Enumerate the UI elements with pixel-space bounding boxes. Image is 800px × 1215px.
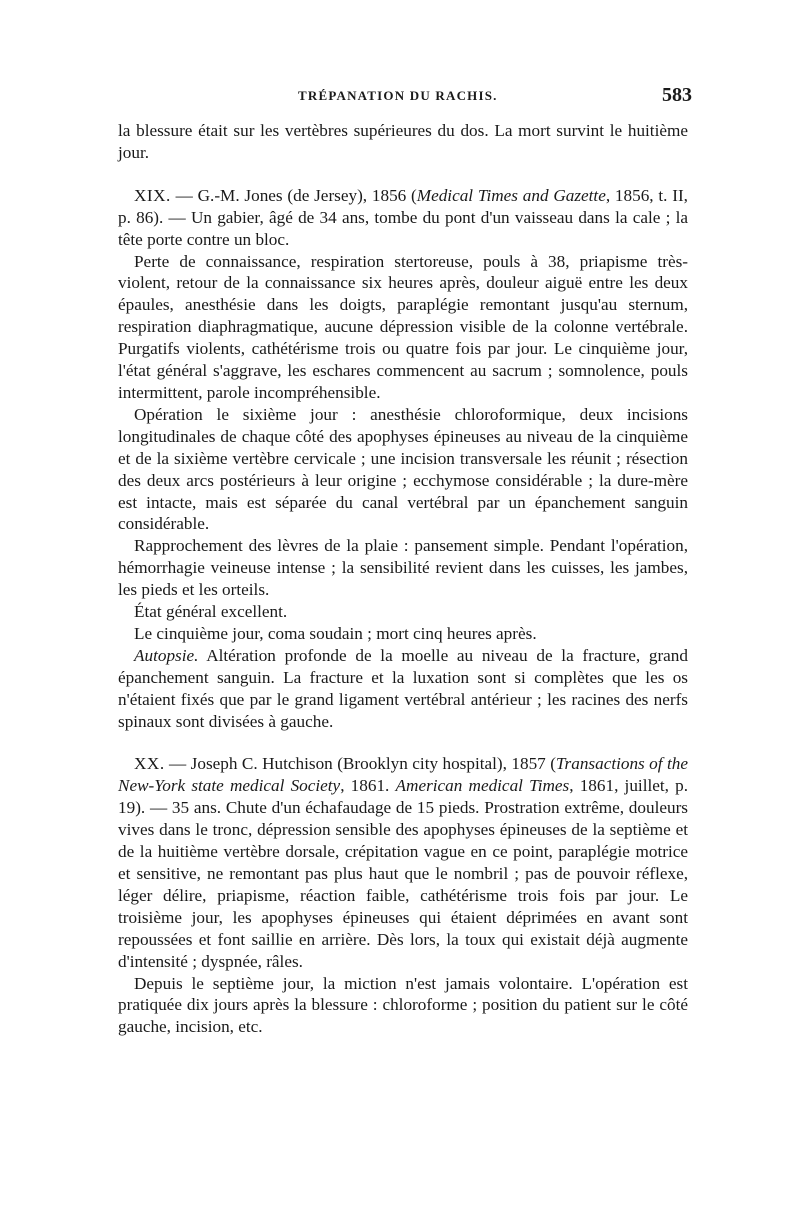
paragraph-continuation <box>118 120 688 164</box>
paragraph-text: Le cinquième jour, coma soudain ; mort cinq heures après. <box>134 623 537 643</box>
case-citation-b: , 1856, t. II, p. 86). — Un gabier, âgé de 34 ans, tombe du pont d'un vaisseau dans la cale ; la tête porte contre un bloc. <box>118 185 688 249</box>
paragraph-state <box>118 601 688 623</box>
page-number: 583 <box>662 84 692 106</box>
paragraph-text: Depuis le septième jour, la miction n'est jamais volontaire. L'opération est pratiquée dix jours après la blessure : chloroforme ; position du patient sur le côté gauche, incision, etc. <box>118 973 688 1037</box>
autopsy-label: Autopsie. <box>134 645 199 665</box>
paragraph-death <box>118 623 688 645</box>
paragraph-operation-2 <box>118 973 688 1039</box>
paragraph-text: Perte de connaissance, respiration stertoreuse, pouls à 38, priapisme très-violent, retour de la connaissance six heures après, douleur aiguë entre les deux épaules, anesthésie dans les doigts, paraplégie remontant jusqu'au sternum, respiration diaphragmatique, aucune dépression visible de la colonne vertébrale. Purgatifs violents, cathétérisme trois ou quatre fois par jour. Le cinquième jour, l'état général s'aggrave, les eschares commencent au sacrum ; somnolence, pouls intermittent, parole incompréhensible. <box>118 251 688 402</box>
case-citation-b: , 1861. <box>340 776 396 796</box>
paragraph-symptoms <box>118 251 688 404</box>
paragraph-text: État général excellent. <box>134 602 288 622</box>
case-citation-a: — G.-M. Jones (de Jersey), 1856 ( <box>170 185 417 205</box>
case-source-title: Transactions of the New-York state medical Society <box>118 754 688 796</box>
body-text <box>118 120 688 1038</box>
paragraph-text: la blessure était sur les vertèbres supérieures du dos. La mort survint le huitième jour. <box>118 121 688 162</box>
case-source-title-2: American medical Times <box>395 776 570 796</box>
page-header <box>118 84 692 112</box>
paragraph-closure <box>118 535 688 601</box>
case-citation-a: — Joseph C. Hutchison (Brooklyn city hospital), 1857 ( <box>164 754 556 774</box>
case-number: XIX. <box>134 185 171 205</box>
paragraph-text: Opération le sixième jour : anesthésie chloroformique, deux incisions longitudinales de chaque côté des apophyses épineuses au niveau de la cinquième et de la sixième vertèbre cervicale ; une incision transversale les réunit ; résection des deux arcs postérieurs à leur origine ; ecchymose considérable ; la dure-mère est intacte, mais est séparée du canal vertébral par un épanchement sanguin considérable. <box>118 404 688 534</box>
case-source-title: Medical Times and Gazette <box>416 185 606 205</box>
paragraph-autopsy <box>118 645 688 733</box>
running-title: TRÉPANATION DU RACHIS. <box>298 88 498 103</box>
paragraph-text: Rapprochement des lèvres de la plaie : pansement simple. Pendant l'opération, hémorrhagie veineuse intense ; la sensibilité revient dans les cuisses, les jambes, les pieds et les orteils. <box>118 536 688 600</box>
case-citation-c: , 1861, juillet, p. 19). — 35 ans. Chute d'un échafaudage de 15 pieds. Prostration extrême, douleurs vives dans le tronc, dépression sensible des apophyses épineuses de la septième et de la huitième vertèbre dorsale, crépitation vague en ce point, paraplégie motrice et sensitive, ne remontant pas plus haut que le nombril ; pas de pouvoir réflexe, léger délire, priapisme, réaction faible, cathétérisme trois fois par jour. Le troisième jour, les apophyses épineuses qui étaient déprimées en avant sont repoussées et font saillie en arrière. Dès lors, la toux qui existait déjà augmente d'intensité ; dyspnée, râles. <box>118 776 689 971</box>
case-xix-heading <box>118 185 688 251</box>
case-xx-heading <box>118 753 688 972</box>
case-number: XX. <box>134 754 165 774</box>
paragraph-operation <box>118 404 688 535</box>
paragraph-text: Altération profonde de la moelle au niveau de la fracture, grand épanchement sanguin. La fracture et la luxation sont si complètes que les os n'étaient fixés que par le grand ligament vertébral antérieur ; les racines des nerfs spinaux sont divisées à gauche. <box>118 645 688 731</box>
